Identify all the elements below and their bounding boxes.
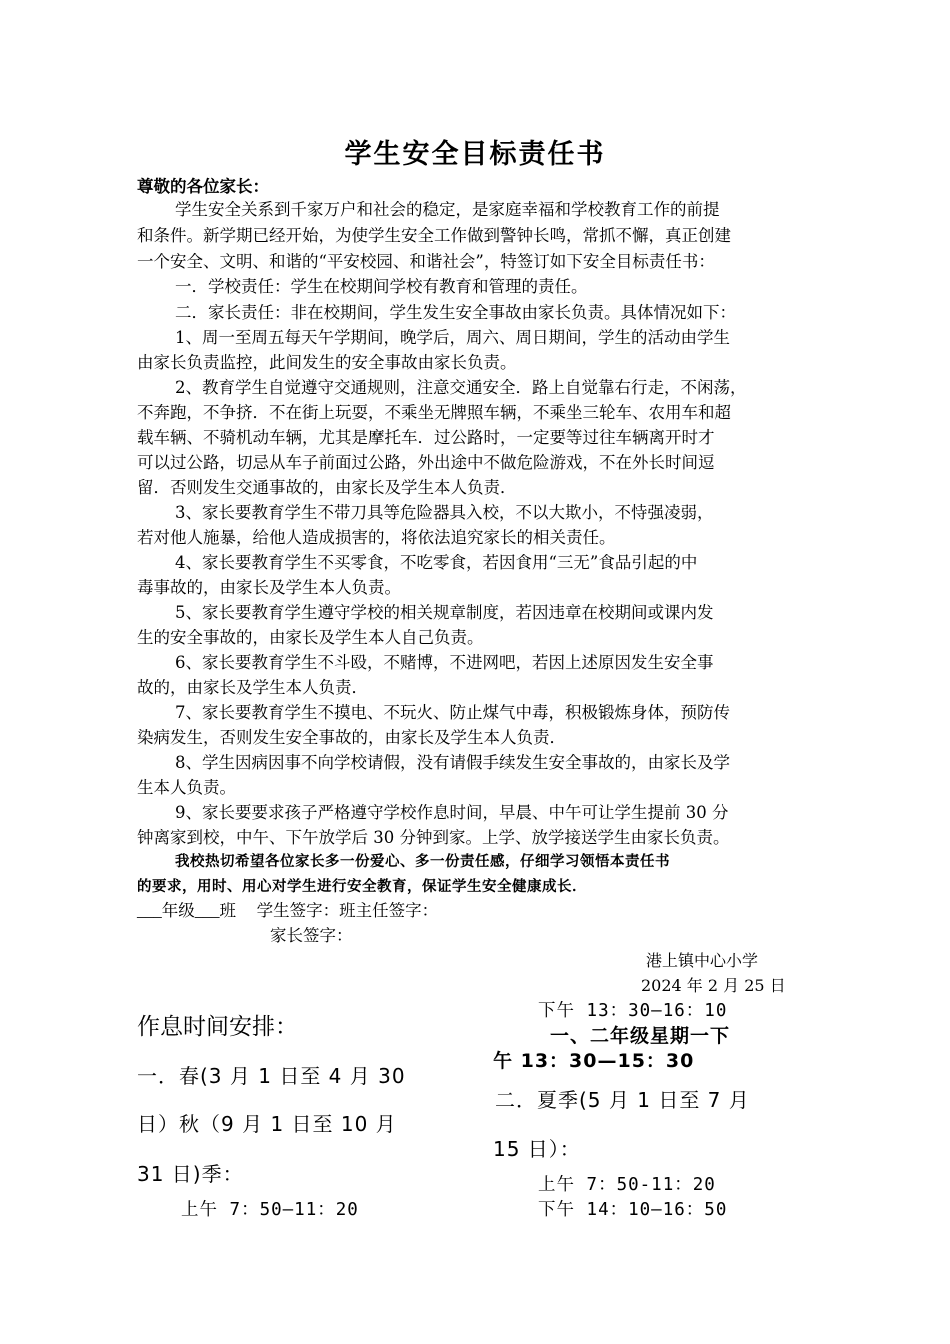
clause-7-cont: 染病发生，否则发生安全事故的，由家长及学生本人负责． xyxy=(137,728,566,747)
schedule-morning: 上午 7：50-11：20 xyxy=(538,1175,716,1195)
clause-2-cont: 留．否则发生交通事故的，由家长及学生本人负责． xyxy=(137,478,517,497)
clause-5-cont: 生的安全事故的，由家长及学生本人自己负责。 xyxy=(137,628,484,647)
clause-9-cont: 钟离家到校，中午、下午放学后 30 分钟到家。上学、放学接送学生由家长负责。 xyxy=(137,828,730,847)
closing-line: 我校热切希望各位家长多一份爱心、多一份责任感，仔细学习领悟本责任书 xyxy=(175,854,670,870)
paragraph-line: 和条件。新学期已经开始，为使学生安全工作做到警钟长鸣，常抓不懈，真正创建 xyxy=(137,226,731,245)
schedule-spring-autumn: 日）秋（9 月 1 日至 10 月 xyxy=(137,1112,397,1136)
school-name: 港上镇中心小学 xyxy=(646,951,759,970)
clause-6: 6、家长要教育学生不斗殴，不赌博，不进网吧，若因上述原因发生安全事 xyxy=(175,653,714,672)
schedule-summer: 二．夏季(5 月 1 日至 7 月 xyxy=(495,1088,750,1112)
schedule-morning: 上午 7：50—11：20 xyxy=(181,1200,359,1220)
paragraph-line: 学生安全关系到千家万户和社会的稳定，是家庭幸福和学校教育工作的前提 xyxy=(175,200,720,219)
clause-6-cont: 故的，由家长及学生本人负责． xyxy=(137,678,368,697)
clause-4-cont: 毒事故的，由家长及学生本人负责。 xyxy=(137,578,401,597)
schedule-grade-note: 午 13：30—15：30 xyxy=(493,1050,695,1072)
schedule-afternoon: 下午 13：30—16：10 xyxy=(538,1001,728,1021)
page-title: 学生安全目标责任书 xyxy=(344,139,606,170)
parent-signature: 家长签字： xyxy=(270,926,353,945)
clause-2-cont: 不奔跑，不争挤．不在街上玩耍，不乘坐无牌照车辆，不乘坐三轮车、农用车和超 xyxy=(137,403,731,422)
clause-2-cont: 可以过公路，切忌从车子前面过公路，外出途中不做危险游戏，不在外长时间逗 xyxy=(137,453,715,472)
clause-5: 5、家长要教育学生遵守学校的相关规章制度，若因违章在校期间或课内发 xyxy=(175,603,714,622)
school-responsibility: 一．学校责任：学生在校期间学校有教育和管理的责任。 xyxy=(175,277,588,296)
clause-9: 9、家长要要求孩子严格遵守学校作息时间，早晨、中午可让学生提前 30 分 xyxy=(175,803,729,822)
clause-3-cont: 若对他人施暴，给他人造成损害的，将依法追究家长的相关责任。 xyxy=(137,528,616,547)
clause-8-cont: 生本人负责。 xyxy=(137,778,236,797)
schedule-summer: 15 日）： xyxy=(493,1137,581,1161)
document-date: 2024 年 2 月 25 日 xyxy=(641,976,786,995)
schedule-spring-autumn: 31 日)季： xyxy=(137,1162,244,1186)
signature-line: ___年级___班 学生签字：班主任签字： xyxy=(137,901,439,920)
clause-1-cont: 由家长负责监控，此间发生的安全事故由家长负责。 xyxy=(137,353,517,372)
clause-8: 8、学生因病因事不向学校请假，没有请假手续发生安全事故的，由家长及学 xyxy=(175,753,730,772)
clause-3: 3、家长要教育学生不带刀具等危险器具入校，不以大欺小，不恃强凌弱， xyxy=(175,503,714,522)
schedule-afternoon: 下午 14：10—16：50 xyxy=(538,1200,728,1220)
parent-responsibility: 二．家长责任：非在校期间，学生发生安全事故由家长负责。具体情况如下： xyxy=(175,303,736,322)
clause-1: 1、周一至周五每天午学期间，晚学后，周六、周日期间，学生的活动由学生 xyxy=(175,328,730,347)
closing-line: 的要求，用时、用心对学生进行安全教育，保证学生安全健康成长． xyxy=(137,879,587,895)
clause-2-cont: 载车辆、不骑机动车辆，尤其是摩托车．过公路时，一定要等过往车辆离开时才 xyxy=(137,428,715,447)
clause-7: 7、家长要教育学生不摸电、不玩火、防止煤气中毒，积极锻炼身体，预防传 xyxy=(175,703,730,722)
clause-4: 4、家长要教育学生不买零食，不吃零食，若因食用“三无”食品引起的中 xyxy=(175,553,698,572)
schedule-heading: 作息时间安排： xyxy=(137,1014,298,1040)
schedule-spring-autumn: 一．春(3 月 1 日至 4 月 30 xyxy=(137,1064,406,1088)
clause-2: 2、教育学生自觉遵守交通规则，注意交通安全．路上自觉靠右行走，不闲荡， xyxy=(175,378,747,397)
schedule-grade-note: 一、二年级星期一下 xyxy=(550,1025,731,1047)
greeting: 尊敬的各位家长： xyxy=(137,177,269,196)
paragraph-line: 一个安全、文明、和谐的“平安校园、和谐社会”，特签订如下安全目标责任书： xyxy=(137,252,715,271)
